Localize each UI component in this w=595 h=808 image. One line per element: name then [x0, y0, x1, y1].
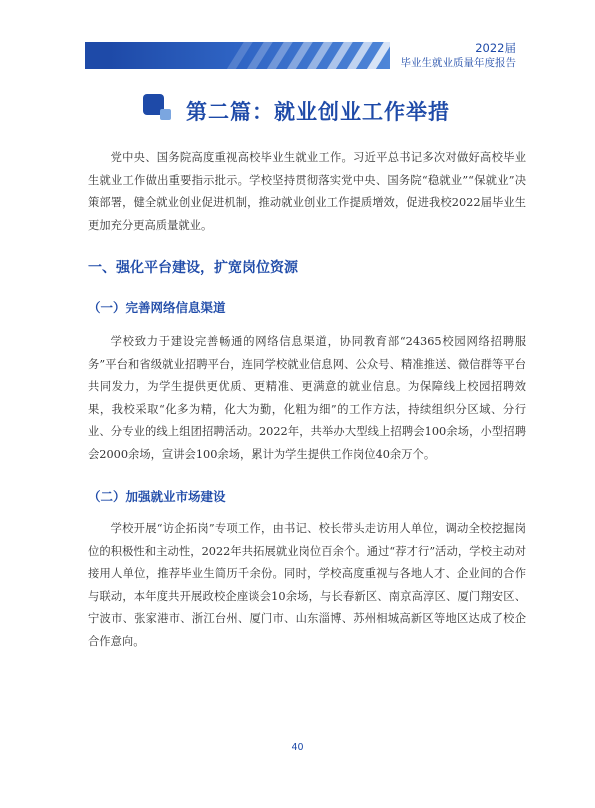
subheading-network-channels: （一）完善网络信息渠道: [88, 300, 226, 315]
paragraph-job-market: 学校开展“访企拓岗”专项工作，由书记、校长带头走访用人单位，调动全校挖掘岗位的积极性和主动性，2022年共拓展就业岗位百余个。通过“荐才行”活动，学校主动对接用人单位，推荐毕业生简历千余份。同时，学校高度重视与各地人才、企业间的合作与联动，本年度共开展政校企座谈会10余场，与长春新区、南京高淳区、厦门翔安区、宁波市、张家港市、浙江台州、厦门市、山东淄博、苏州相城高新区等地区达成了校企合作意向。: [88, 522, 526, 648]
intro-paragraph: 党中央、国务院高度重视高校毕业生就业工作。习近平总书记多次对做好高校毕业生就业工作做出重要指示批示。学校坚持贯彻落实党中央、国务院“稳就业”“保就业”决策部署，健全就业创业促进机制，推动就业创业工作提质增效，促进我校2022届毕业生更加充分更高质量就业。: [88, 151, 526, 232]
header-decorative-band: [85, 42, 390, 69]
report-header: [401, 41, 517, 71]
page-number: 40: [291, 742, 304, 753]
report-year: 2022届: [475, 41, 516, 55]
paragraph-network-channels: 学校致力于建设完善畅通的网络信息渠道，协同教育部“24365校园网络招聘服务”平台和省级就业招聘平台，连同学校就业信息网、公众号、精准推送、微信群等平台共同发力，为学生提供更优质、更精准、更满意的就业信息。为保障线上校园招聘效果，我校采取“化多为精，化大为勤，化粗为细”的工作方法，持续组织分区域、分行业、分专业的线上组团招聘活动。2022年，共举办大型线上招聘会100余场，小型招聘会2000余场，宣讲会100余场，累计为学生提供工作岗位40余万个。: [88, 335, 526, 461]
title-square-small: [160, 109, 171, 120]
section-title-icon: [143, 94, 173, 124]
subheading-job-market: （二）加强就业市场建设: [88, 489, 226, 504]
heading-part-1: 一、强化平台建设，扩宽岗位资源: [88, 260, 298, 276]
report-title: 毕业生就业质量年度报告: [400, 57, 516, 69]
section-title: 第二篇：就业创业工作举措: [186, 100, 450, 124]
